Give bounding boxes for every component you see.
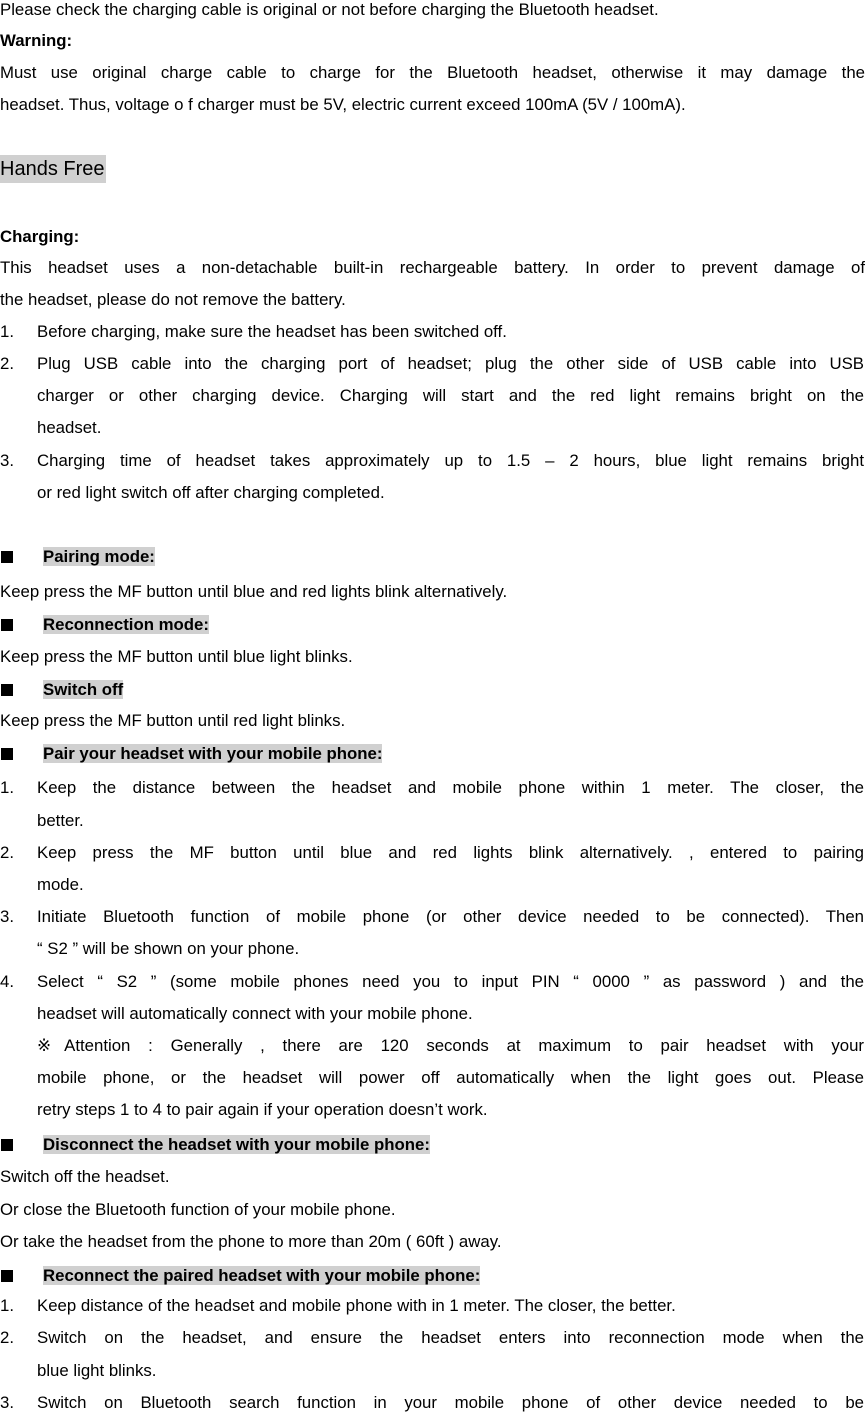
list-item-line: better. bbox=[37, 811, 84, 830]
list-item-line: “ S2 ” will be shown on your phone. bbox=[37, 939, 300, 958]
list-number: 1. bbox=[0, 778, 14, 797]
list-number: 1. bbox=[0, 1296, 14, 1315]
attention-line: mobile phone, or the headset will power off automatically when the light goes out. Please bbox=[37, 1068, 864, 1087]
list-number: 2. bbox=[0, 1328, 14, 1347]
square-bullet-icon bbox=[1, 551, 13, 563]
list-item-line: Select “ S2 ” (some mobile phones need you to input PIN “ 0000 ” as password ) and the bbox=[37, 972, 864, 991]
section-title: Hands Free bbox=[0, 155, 106, 183]
list-item-line: Switch on the headset, and ensure the headset enters into reconnection mode when the bbox=[37, 1328, 864, 1347]
switch-off-text: Keep press the MF button until red light blinks. bbox=[0, 711, 346, 730]
reconnect-heading: Reconnect the paired headset with your mobile phone: bbox=[43, 1266, 481, 1285]
disconnect-line: Or take the headset from the phone to more than 20m ( 60ft ) away. bbox=[0, 1232, 502, 1251]
square-bullet-icon bbox=[1, 1139, 13, 1151]
warning-label: Warning: bbox=[0, 31, 73, 50]
list-item-line: blue light blinks. bbox=[37, 1361, 157, 1380]
pairing-mode-text: Keep press the MF button until blue and red lights blink alternatively. bbox=[0, 582, 508, 601]
list-item-line: Charging time of headset takes approximately up to 1.5 – 2 hours, blue light remains bright bbox=[37, 451, 864, 470]
list-number: 3. bbox=[0, 451, 14, 470]
list-number: 3. bbox=[0, 907, 14, 926]
paragraph-line: the headset, please do not remove the battery. bbox=[0, 290, 346, 309]
list-item-line: or red light switch off after charging completed. bbox=[37, 483, 385, 502]
list-item-line: Keep press the MF button until blue and red lights blink alternatively. , entered to pairing bbox=[37, 843, 864, 862]
disconnect-line: Or close the Bluetooth function of your mobile phone. bbox=[0, 1200, 396, 1219]
paragraph-line: This headset uses a non-detachable built-in rechargeable battery. In order to prevent damage of bbox=[0, 258, 865, 277]
pairing-mode-heading: Pairing mode: bbox=[43, 547, 155, 566]
pair-heading: Pair your headset with your mobile phone: bbox=[43, 744, 383, 763]
warning-text-line: headset. Thus, voltage o f charger must be 5V, electric current exceed 100mA (5V / 100mA). bbox=[0, 95, 686, 114]
list-number: 2. bbox=[0, 354, 14, 373]
square-bullet-icon bbox=[1, 748, 13, 760]
switch-off-heading: Switch off bbox=[43, 680, 124, 699]
square-bullet-icon bbox=[1, 619, 13, 631]
reconnection-mode-heading: Reconnection mode: bbox=[43, 615, 209, 634]
charging-label: Charging: bbox=[0, 227, 80, 246]
list-number: 1. bbox=[0, 322, 14, 341]
reconnection-mode-text: Keep press the MF button until blue light blinks. bbox=[0, 647, 353, 666]
list-item-line: mode. bbox=[37, 875, 84, 894]
attention-line: ※Attention : Generally , there are 120 seconds at maximum to pair headset with your bbox=[37, 1036, 864, 1055]
square-bullet-icon bbox=[1, 684, 13, 696]
square-bullet-icon bbox=[1, 1270, 13, 1282]
list-item-line: Initiate Bluetooth function of mobile phone (or other device needed to be connected). Then bbox=[37, 907, 864, 926]
list-item-line: headset will automatically connect with your mobile phone. bbox=[37, 1004, 473, 1023]
list-item-line: Keep the distance between the headset and mobile phone within 1 meter. The closer, the bbox=[37, 778, 864, 797]
list-item-line: Switch on Bluetooth search function in your mobile phone of other device needed to be bbox=[37, 1393, 864, 1412]
list-item-line: Keep distance of the headset and mobile phone with in 1 meter. The closer, the better. bbox=[37, 1296, 676, 1315]
list-item-line: headset. bbox=[37, 418, 102, 437]
list-item-line: charger or other charging device. Charging will start and the red light remains bright on the bbox=[37, 386, 864, 405]
attention-line: retry steps 1 to 4 to pair again if your operation doesn’t work. bbox=[37, 1100, 488, 1119]
intro-line: Please check the charging cable is original or not before charging the Bluetooth headset. bbox=[0, 0, 659, 19]
warning-text-line: Must use original charge cable to charge for the Bluetooth headset, otherwise it may damage the bbox=[0, 63, 865, 82]
list-number: 3. bbox=[0, 1393, 14, 1412]
list-number: 2. bbox=[0, 843, 14, 862]
list-number: 4. bbox=[0, 972, 14, 991]
disconnect-line: Switch off the headset. bbox=[0, 1167, 170, 1186]
disconnect-heading: Disconnect the headset with your mobile phone: bbox=[43, 1135, 430, 1154]
list-item-line: Plug USB cable into the charging port of headset; plug the other side of USB cable into USB bbox=[37, 354, 864, 373]
list-item-line: Before charging, make sure the headset has been switched off. bbox=[37, 322, 507, 341]
